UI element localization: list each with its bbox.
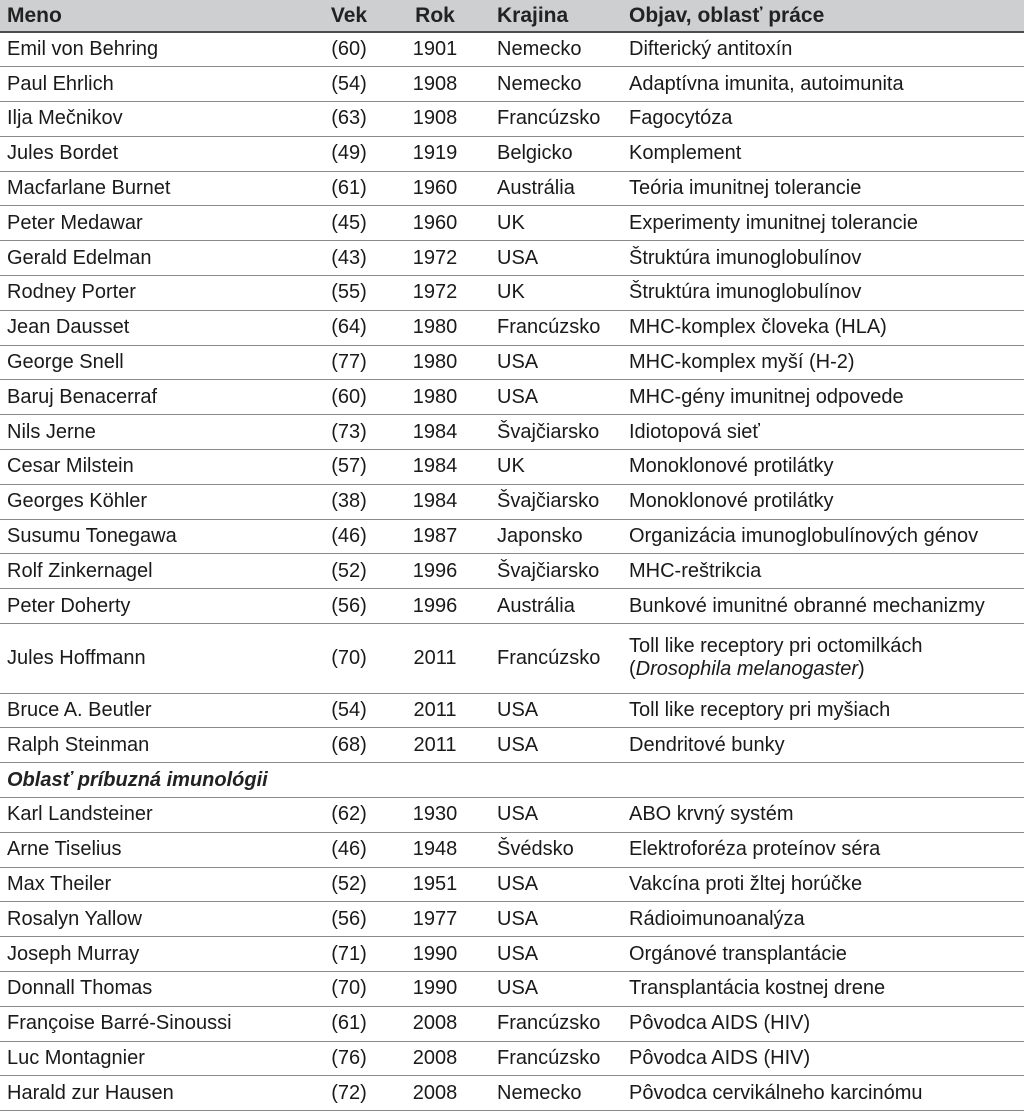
- laureate-name: Arne Tiselius: [0, 832, 318, 867]
- table-row: [0, 519, 1024, 554]
- related-table-row: [0, 937, 1024, 972]
- laureate-age: (54): [318, 693, 380, 728]
- laureate-age: (46): [318, 519, 380, 554]
- laureate-age: (43): [318, 241, 380, 276]
- header-row: [0, 0, 1024, 32]
- laureate-name: Rodney Porter: [0, 276, 318, 311]
- award-year: 1984: [380, 450, 490, 485]
- discovery-text: Monoklonové protilátky: [622, 450, 1024, 485]
- discovery-text: Transplantácia kostnej drene: [622, 972, 1024, 1007]
- award-year: 1996: [380, 554, 490, 589]
- laureate-country: UK: [490, 450, 622, 485]
- award-year: 1901: [380, 32, 490, 67]
- laureate-age: (72): [318, 1076, 380, 1111]
- table-row: [0, 136, 1024, 171]
- laureate-country: Japonsko: [490, 519, 622, 554]
- laureate-age: (73): [318, 415, 380, 450]
- laureate-age: (77): [318, 345, 380, 380]
- header-country: Krajina: [490, 0, 622, 32]
- laureate-age: (46): [318, 832, 380, 867]
- discovery-text: Adaptívna imunita, autoimunita: [622, 67, 1024, 102]
- laureate-name: Harald zur Hausen: [0, 1076, 318, 1111]
- laureate-age: (52): [318, 867, 380, 902]
- discovery-text: MHC-komplex myší (H-2): [622, 345, 1024, 380]
- award-year: 1948: [380, 832, 490, 867]
- laureate-age: (71): [318, 937, 380, 972]
- discovery-text: Toll like receptory pri myšiach: [622, 693, 1024, 728]
- award-year: 1980: [380, 310, 490, 345]
- award-year: 1930: [380, 798, 490, 833]
- laureate-age: (45): [318, 206, 380, 241]
- table-header: [0, 0, 1024, 32]
- laureate-name: Cesar Milstein: [0, 450, 318, 485]
- award-year: 1951: [380, 867, 490, 902]
- laureate-country: USA: [490, 902, 622, 937]
- laureate-name: Paul Ehrlich: [0, 67, 318, 102]
- laureate-name: Karl Landsteiner: [0, 798, 318, 833]
- award-year: 2011: [380, 693, 490, 728]
- related-table-row: [0, 1006, 1024, 1041]
- discovery-text: MHC-reštrikcia: [622, 554, 1024, 589]
- discovery-text: MHC-komplex človeka (HLA): [622, 310, 1024, 345]
- table-row: [0, 102, 1024, 137]
- table-row: [0, 693, 1024, 728]
- award-year: 1977: [380, 902, 490, 937]
- laureate-country: USA: [490, 728, 622, 763]
- table-row: [0, 450, 1024, 485]
- discovery-text: Teória imunitnej tolerancie: [622, 171, 1024, 206]
- laureate-age: (38): [318, 484, 380, 519]
- laureate-age: (60): [318, 32, 380, 67]
- header-year: Rok: [380, 0, 490, 32]
- discovery-text: Vakcína proti žltej horúčke: [622, 867, 1024, 902]
- table-row: [0, 32, 1024, 67]
- table-row: [0, 276, 1024, 311]
- table-row: [0, 415, 1024, 450]
- laureate-name: Peter Medawar: [0, 206, 318, 241]
- section-title: Oblasť príbuzná imunológii: [0, 763, 1024, 798]
- laureate-age: (63): [318, 102, 380, 137]
- related-table-row: [0, 972, 1024, 1007]
- table-row: [0, 345, 1024, 380]
- award-year: 1984: [380, 415, 490, 450]
- award-year: 1987: [380, 519, 490, 554]
- laureate-age: (64): [318, 310, 380, 345]
- discovery-text: Štruktúra imunoglobulínov: [622, 241, 1024, 276]
- paren-open: (: [629, 658, 636, 681]
- laureate-name: Max Theiler: [0, 867, 318, 902]
- table-row: [0, 206, 1024, 241]
- laureate-country: Francúzsko: [490, 624, 622, 694]
- laureate-country: USA: [490, 798, 622, 833]
- laureate-country: Belgicko: [490, 136, 622, 171]
- discovery-text: Dendritové bunky: [622, 728, 1024, 763]
- discovery-text: Komplement: [622, 136, 1024, 171]
- table-row: [0, 728, 1024, 763]
- laureate-age: (61): [318, 1006, 380, 1041]
- laureate-name: Bruce A. Beutler: [0, 693, 318, 728]
- table-row: [0, 589, 1024, 624]
- paren-close: ): [858, 658, 865, 681]
- laureate-age: (70): [318, 624, 380, 694]
- discovery-text: Rádioimunoanalýza: [622, 902, 1024, 937]
- laureate-name: Peter Doherty: [0, 589, 318, 624]
- table-row: [0, 67, 1024, 102]
- award-year: 1919: [380, 136, 490, 171]
- laureate-country: USA: [490, 693, 622, 728]
- discovery-text: ABO krvný systém: [622, 798, 1024, 833]
- laureate-country: UK: [490, 276, 622, 311]
- discovery-text: Experimenty imunitnej tolerancie: [622, 206, 1024, 241]
- table-row: [0, 310, 1024, 345]
- laureate-name: Nils Jerne: [0, 415, 318, 450]
- award-year: 1960: [380, 206, 490, 241]
- discovery-text: Pôvodca cervikálneho karcinómu: [622, 1076, 1024, 1111]
- laureate-name: Baruj Benacerraf: [0, 380, 318, 415]
- laureate-name: Jules Hoffmann: [0, 624, 318, 694]
- discovery-text: Štruktúra imunoglobulínov: [622, 276, 1024, 311]
- laureate-country: UK: [490, 206, 622, 241]
- laureate-name: Rosalyn Yallow: [0, 902, 318, 937]
- related-table-row: [0, 867, 1024, 902]
- discovery-text: [622, 624, 1024, 694]
- laureate-country: Francúzsko: [490, 1041, 622, 1076]
- award-year: 1980: [380, 380, 490, 415]
- discovery-line-2: [629, 658, 1024, 681]
- discovery-text: Organizácia imunoglobulínových génov: [622, 519, 1024, 554]
- laureate-name: Macfarlane Burnet: [0, 171, 318, 206]
- laureate-age: (70): [318, 972, 380, 1007]
- discovery-text: Elektroforéza proteínov séra: [622, 832, 1024, 867]
- laureate-country: USA: [490, 937, 622, 972]
- laureate-country: USA: [490, 241, 622, 276]
- table-row: [0, 484, 1024, 519]
- laureate-country: Nemecko: [490, 67, 622, 102]
- related-table-row: [0, 832, 1024, 867]
- laureate-country: USA: [490, 867, 622, 902]
- laureate-country: USA: [490, 345, 622, 380]
- laureate-country: Francúzsko: [490, 1006, 622, 1041]
- laureate-country: Francúzsko: [490, 310, 622, 345]
- award-year: 2008: [380, 1076, 490, 1111]
- laureate-age: (55): [318, 276, 380, 311]
- header-age: Vek: [318, 0, 380, 32]
- discovery-text: Orgánové transplantácie: [622, 937, 1024, 972]
- laureate-country: USA: [490, 380, 622, 415]
- award-year: 1984: [380, 484, 490, 519]
- discovery-text: Pôvodca AIDS (HIV): [622, 1041, 1024, 1076]
- discovery-text: Monoklonové protilátky: [622, 484, 1024, 519]
- discovery-text: MHC-gény imunitnej odpovede: [622, 380, 1024, 415]
- table-body: [0, 32, 1024, 1111]
- award-year: 2008: [380, 1041, 490, 1076]
- laureate-name: Jules Bordet: [0, 136, 318, 171]
- laureate-country: Austrália: [490, 589, 622, 624]
- section-row: [0, 763, 1024, 798]
- discovery-text: Fagocytóza: [622, 102, 1024, 137]
- species-name: Drosophila melanogaster: [635, 658, 859, 681]
- laureate-name: Françoise Barré-Sinoussi: [0, 1006, 318, 1041]
- award-year: 2008: [380, 1006, 490, 1041]
- laureate-age: (62): [318, 798, 380, 833]
- laureate-age: (76): [318, 1041, 380, 1076]
- discovery-text: Bunkové imunitné obranné mechanizmy: [622, 589, 1024, 624]
- award-year: 1908: [380, 102, 490, 137]
- laureate-country: Švédsko: [490, 832, 622, 867]
- header-discovery: Objav, oblasť práce: [622, 0, 1024, 32]
- related-table-row: [0, 1076, 1024, 1111]
- laureate-name: George Snell: [0, 345, 318, 380]
- laureate-name: Ilja Mečnikov: [0, 102, 318, 137]
- laureate-age: (49): [318, 136, 380, 171]
- discovery-line-1: Toll like receptory pri octomilkách: [629, 635, 923, 658]
- laureate-name: Rolf Zinkernagel: [0, 554, 318, 589]
- laureate-name: Gerald Edelman: [0, 241, 318, 276]
- table-row: [0, 380, 1024, 415]
- laureate-country: Francúzsko: [490, 102, 622, 137]
- header-name: Meno: [0, 0, 318, 32]
- table-row: [0, 241, 1024, 276]
- award-year: 1996: [380, 589, 490, 624]
- laureate-name: Donnall Thomas: [0, 972, 318, 1007]
- award-year: 1908: [380, 67, 490, 102]
- laureate-country: USA: [490, 972, 622, 1007]
- laureate-age: (57): [318, 450, 380, 485]
- table-row: [0, 171, 1024, 206]
- laureate-name: Georges Köhler: [0, 484, 318, 519]
- discovery-text: Idiotopová sieť: [622, 415, 1024, 450]
- related-table-row: [0, 1041, 1024, 1076]
- laureate-country: Nemecko: [490, 32, 622, 67]
- laureate-age: (52): [318, 554, 380, 589]
- award-year: 1980: [380, 345, 490, 380]
- laureate-name: Ralph Steinman: [0, 728, 318, 763]
- discovery-text: Pôvodca AIDS (HIV): [622, 1006, 1024, 1041]
- laureate-age: (56): [318, 589, 380, 624]
- related-table-row: [0, 902, 1024, 937]
- laureate-name: Luc Montagnier: [0, 1041, 318, 1076]
- laureate-country: Nemecko: [490, 1076, 622, 1111]
- table-row: [0, 624, 1024, 694]
- laureate-name: Emil von Behring: [0, 32, 318, 67]
- award-year: 1972: [380, 276, 490, 311]
- award-year: 2011: [380, 624, 490, 694]
- award-year: 1990: [380, 937, 490, 972]
- laureate-age: (61): [318, 171, 380, 206]
- laureate-name: Jean Dausset: [0, 310, 318, 345]
- award-year: 1960: [380, 171, 490, 206]
- laureate-country: Švajčiarsko: [490, 484, 622, 519]
- table-row: [0, 554, 1024, 589]
- related-table-row: [0, 798, 1024, 833]
- laureate-age: (56): [318, 902, 380, 937]
- laureate-country: Švajčiarsko: [490, 415, 622, 450]
- laureate-age: (60): [318, 380, 380, 415]
- laureate-country: Švajčiarsko: [490, 554, 622, 589]
- laureate-country: Austrália: [490, 171, 622, 206]
- laureate-age: (68): [318, 728, 380, 763]
- award-year: 2011: [380, 728, 490, 763]
- laureate-age: (54): [318, 67, 380, 102]
- discovery-text: Difterický antitoxín: [622, 32, 1024, 67]
- laureate-name: Susumu Tonegawa: [0, 519, 318, 554]
- award-year: 1990: [380, 972, 490, 1007]
- award-year: 1972: [380, 241, 490, 276]
- laureate-name: Joseph Murray: [0, 937, 318, 972]
